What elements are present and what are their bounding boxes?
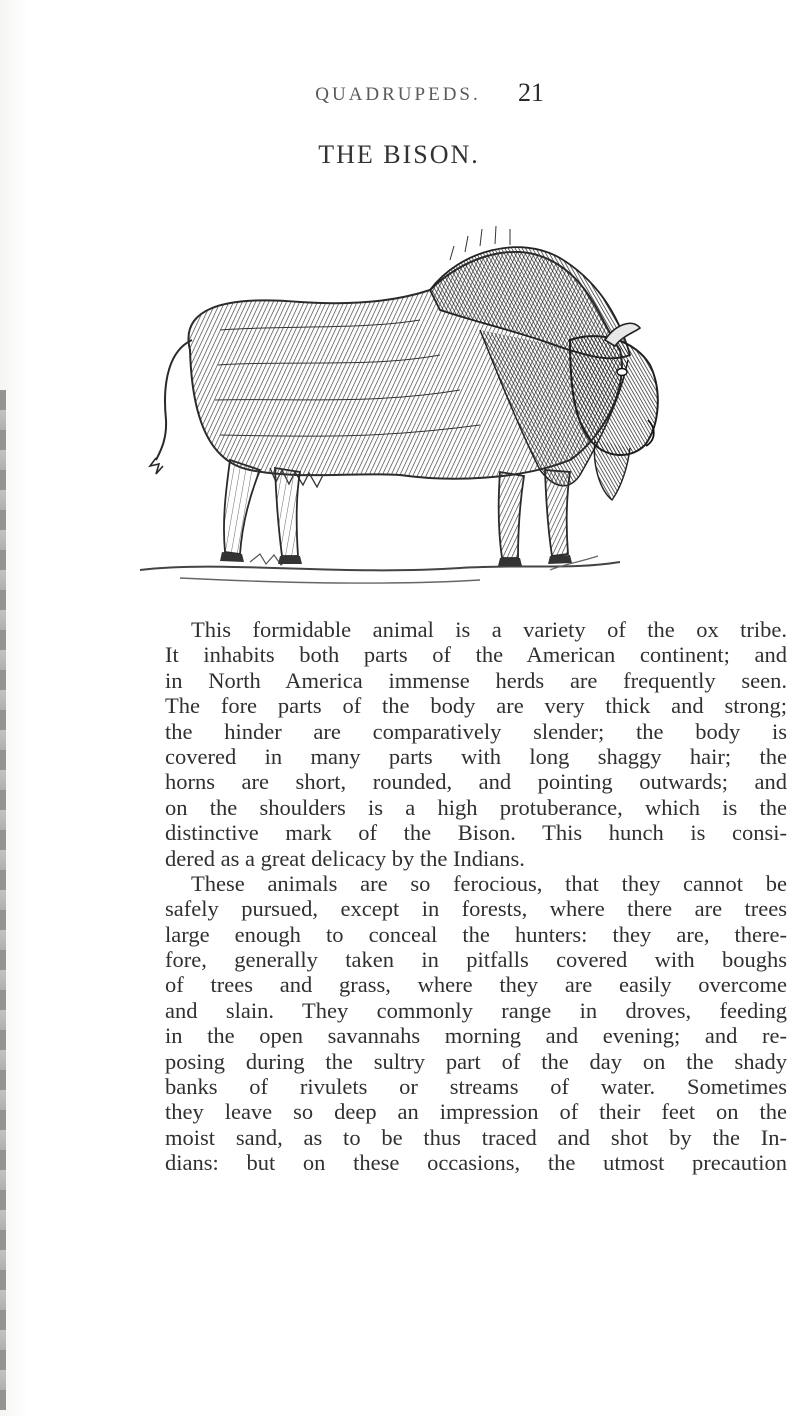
paragraph-1: [165, 617, 787, 871]
bison-head: [570, 323, 658, 500]
text-line: banks of rivulets or streams of water. Sometimes: [165, 1074, 787, 1100]
text-line: large enough to conceal the hunters: they are, there-: [165, 921, 787, 947]
article-body: [165, 617, 787, 1176]
text-line: distinctive mark of the Bison. This hunch is consi-: [165, 820, 787, 846]
text-line: on the shoulders is a high protuberance, which is the: [165, 794, 787, 820]
ground-shading: [140, 554, 620, 583]
text-line: in North America immense herds are frequently seen.: [165, 667, 787, 693]
text-line: fore, generally taken in pitfalls covered with boughs: [165, 947, 787, 973]
article-title: THE BISON.: [318, 140, 480, 169]
text-line: safely pursued, except in forests, where there are trees: [165, 896, 787, 922]
text-line: covered in many parts with long shaggy hair; the: [165, 743, 787, 769]
paragraph-2: [165, 871, 787, 1176]
text-line: dered as a great delicacy by the Indians.: [165, 845, 525, 871]
text-line: posing during the sultry part of the day on the shady: [165, 1048, 787, 1074]
text-line: dians: but on these occasions, the utmost precaution: [165, 1150, 787, 1176]
page-edge-shadow: [0, 390, 6, 1410]
bison-illustration: [100, 190, 700, 610]
text-line: It inhabits both parts of the American continent; and: [165, 642, 787, 668]
text-line: the hinder are comparatively slender; the body is: [165, 718, 787, 744]
page-number: 21: [518, 78, 544, 107]
text-line: in the open savannahs morning and evening; and re-: [165, 1023, 787, 1049]
text-line: they leave so deep an impression of their feet on the: [165, 1099, 787, 1125]
running-title: QUADRUPEDS.: [315, 84, 481, 105]
text-line: of trees and grass, where they are easily overcome: [165, 972, 787, 998]
bison-body: [150, 247, 630, 487]
text-line: horns are short, rounded, and pointing outwards; and: [165, 769, 787, 795]
text-line: These animals are so ferocious, that they cannot be: [191, 870, 787, 896]
text-line: and slain. They commonly range in droves, feeding: [165, 997, 787, 1023]
text-line: This formidable animal is a variety of the ox tribe.: [191, 617, 787, 642]
text-line: The fore parts of the body are very thick and strong;: [165, 693, 787, 719]
text-line: moist sand, as to be thus traced and shot by the In-: [165, 1124, 787, 1150]
